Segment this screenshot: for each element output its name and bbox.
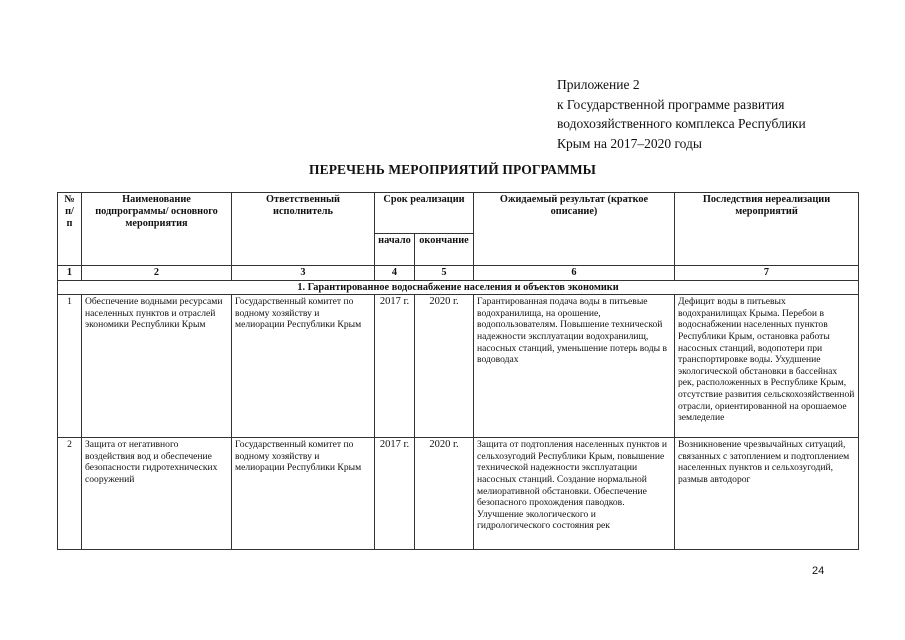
row-name: Защита от негативного воздействия вод и обеспечение безопасности гидротехнических сооружений bbox=[82, 438, 232, 550]
row-executor: Государственный комитет по водному хозяйству и мелиорации Республики Крым bbox=[232, 438, 375, 550]
row-start: 2017 г. bbox=[375, 295, 415, 438]
row-num: 2 bbox=[58, 438, 82, 550]
appendix-block bbox=[557, 75, 806, 153]
row-consequences: Дефицит воды в питьевых водохранилищах Крыма. Перебои в водоснабжении населенных пунктов Республики Крым, остановка работы насосных станций, водопотери при транспортировке воды. Ухудшение экологической обстановки в бассейнах рек, расположенных в Республике Крым, отсутствие развития сельскохозяйственной отрасли, ориентированной на орошаемое земледелие bbox=[675, 295, 859, 438]
header-executor: Ответственный исполнитель bbox=[232, 193, 375, 266]
header-consequences: Последствия нереализации мероприятий bbox=[675, 193, 859, 266]
table-row bbox=[58, 295, 859, 438]
table-header-row bbox=[58, 193, 859, 234]
row-name: Обеспечение водными ресурсами населенных пунктов и отраслей экономики Республики Крым bbox=[82, 295, 232, 438]
row-result: Гарантированная подача воды в питьевые водохранилища, на орошение, водопользователям. Повышение технической надежности эксплуатации водохранилищ, насосных станций, уменьшение потерь воды в водоводах bbox=[474, 295, 675, 438]
column-number: 4 bbox=[375, 266, 415, 281]
row-result: Защита от подтопления населенных пунктов и сельхозугодий Республики Крым, повышение технической надежности эксплуатации насосных станций. Создание нормальной мелиоративной обстановки. Обеспечение безопасного прохождения паводков. Улучшение экологического и гидрологического состояния рек bbox=[474, 438, 675, 550]
header-end: окончание bbox=[415, 233, 474, 265]
page-title: ПЕРЕЧЕНЬ МЕРОПРИЯТИЙ ПРОГРАММЫ bbox=[308, 162, 597, 177]
appendix-line: к Государственной программе развития bbox=[557, 96, 785, 112]
row-consequences: Возникновение чрезвычайных ситуаций, связанных с затоплением и подтоплением населенных пунктов и сельхозугодий, размыв автодорог bbox=[675, 438, 859, 550]
header-name: Наименование подпрограммы/ основного мероприятия bbox=[82, 193, 232, 266]
column-number: 5 bbox=[415, 266, 474, 281]
column-number: 1 bbox=[58, 266, 82, 281]
column-numbers-row bbox=[58, 266, 859, 281]
column-number: 3 bbox=[232, 266, 375, 281]
section-title: 1. Гарантированное водоснабжение населения и объектов экономики bbox=[58, 280, 859, 295]
column-number: 6 bbox=[474, 266, 675, 281]
header-result: Ожидаемый результат (краткое описание) bbox=[474, 193, 675, 266]
column-number: 2 bbox=[82, 266, 232, 281]
appendix-line: Крым на 2017–2020 годы bbox=[557, 135, 702, 151]
row-end: 2020 г. bbox=[415, 295, 474, 438]
appendix-line: Приложение 2 bbox=[557, 77, 640, 92]
header-num: № п/ п bbox=[58, 193, 82, 266]
table-row bbox=[58, 438, 859, 550]
page-number: 24 bbox=[812, 565, 825, 577]
row-end: 2020 г. bbox=[415, 438, 474, 550]
row-executor: Государственный комитет по водному хозяйству и мелиорации Республики Крым bbox=[232, 295, 375, 438]
header-term: Срок реализации bbox=[375, 193, 474, 234]
row-start: 2017 г. bbox=[375, 438, 415, 550]
column-number: 7 bbox=[675, 266, 859, 281]
measures-table bbox=[57, 192, 859, 550]
header-start: начало bbox=[375, 233, 415, 265]
section-row bbox=[58, 280, 859, 295]
row-num: 1 bbox=[58, 295, 82, 438]
appendix-line: водохозяйственного комплекса Республики bbox=[557, 116, 806, 131]
